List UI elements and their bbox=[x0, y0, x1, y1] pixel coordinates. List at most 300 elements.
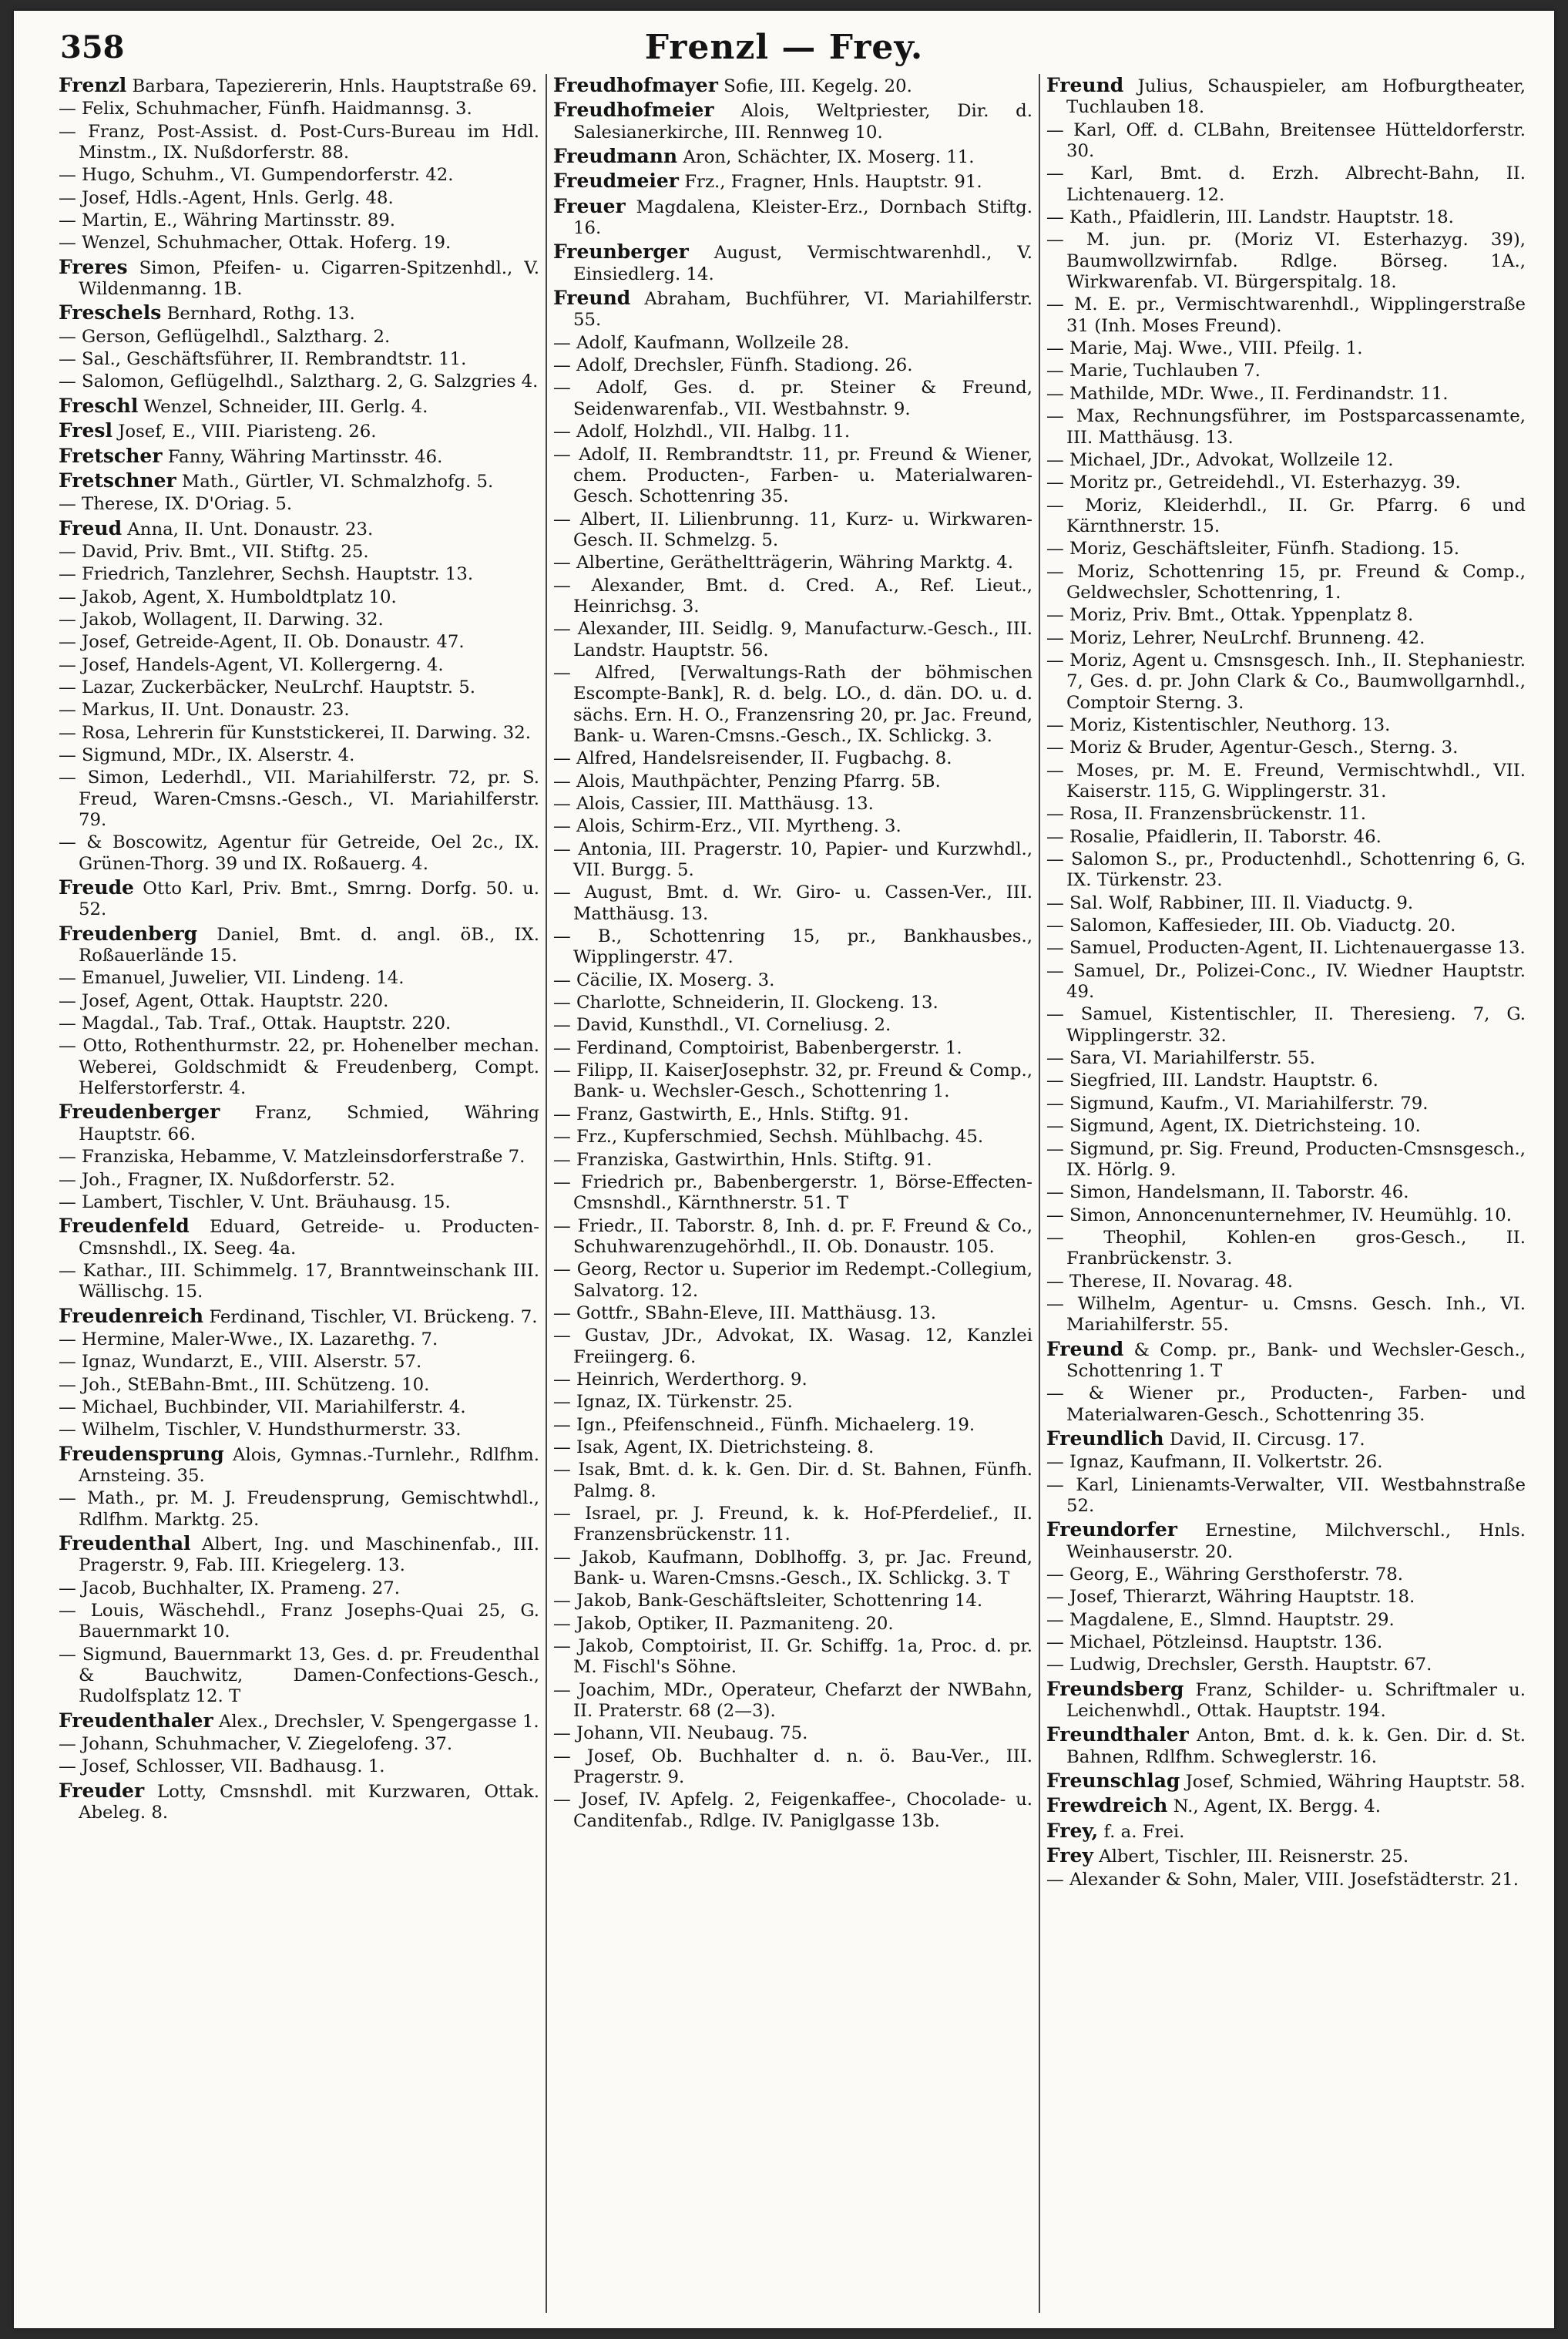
entry-text: & Comp. pr., Bank- und Wechsler-Gesch., Schottenring 1. T bbox=[1066, 1339, 1526, 1381]
entry-text: — Karl, Off. d. CLBahn, Breitensee Hütteldorferstr. 30. bbox=[1046, 119, 1526, 162]
entry-text: Otto Karl, Priv. Bmt., Smrng. Dorfg. 50. u. 52. bbox=[79, 879, 539, 920]
entry-text: — Theophil, Kohlen-en gros-Gesch., II. Franbrückenstr. 3. bbox=[1046, 1227, 1526, 1269]
entry-text: — Emanuel, Juwelier, VII. Lindeng. 14. bbox=[59, 968, 405, 989]
entry-text: — Sigmund, Bauernmarkt 13, Ges. d. pr. Freudenthal & Bauchwitz, Damen-Confections-Gesch., Rudolfsplatz 12. T bbox=[59, 1644, 539, 1707]
directory-entry bbox=[1046, 1587, 1526, 1608]
entry-text: — Rosalie, Pfaidlerin, II. Taborstr. 46. bbox=[1046, 826, 1382, 847]
directory-entry bbox=[59, 371, 539, 392]
entry-surname: Freres bbox=[59, 255, 128, 278]
directory-entry bbox=[553, 1216, 1032, 1259]
entry-text: — Sigmund, Agent, IX. Dietrichsteing. 10. bbox=[1046, 1116, 1421, 1137]
directory-entry bbox=[553, 445, 1032, 508]
entry-text: — Lambert, Tischler, V. Unt. Bräuhausg. 15. bbox=[59, 1191, 451, 1212]
directory-entry bbox=[59, 1192, 539, 1213]
directory-entry bbox=[1046, 1655, 1526, 1675]
entry-text: — Friedr., II. Taborstr. 8, Inh. d. pr. F. Freund & Co., Schuhwarenzugehörhdl., II. Ob. Donaustr. 105. bbox=[553, 1215, 1032, 1257]
directory-entry bbox=[1046, 1452, 1526, 1473]
entry-text: Julius, Schauspieler, am Hofburgtheater, Tuchlauben 18. bbox=[1066, 76, 1526, 118]
directory-entry bbox=[59, 1601, 539, 1643]
directory-entry bbox=[553, 1591, 1032, 1611]
directory-entry bbox=[59, 1532, 539, 1577]
entry-surname: Freudenberg bbox=[59, 922, 198, 945]
directory-entry bbox=[1046, 1205, 1526, 1226]
entry-text: — Alois, Mauthpächter, Penzing Pfarrg. 5B. bbox=[553, 771, 941, 791]
entry-surname: Freund bbox=[1046, 1337, 1124, 1360]
directory-entry bbox=[59, 991, 539, 1012]
directory-entry bbox=[1046, 650, 1526, 714]
directory-entry bbox=[553, 1060, 1032, 1103]
directory-entry bbox=[59, 564, 539, 585]
entry-text: — Josef, Thierarzt, Währing Hauptstr. 18. bbox=[1046, 1587, 1415, 1608]
directory-entry bbox=[59, 1036, 539, 1099]
directory-entry bbox=[553, 926, 1032, 969]
directory-entry bbox=[553, 1104, 1032, 1125]
entry-text: — Josef, Hdls.-Agent, Hnls. Gerlg. 48. bbox=[59, 187, 394, 208]
directory-entry bbox=[553, 1790, 1032, 1832]
directory-entry bbox=[1046, 938, 1526, 959]
directory-entry bbox=[1046, 1632, 1526, 1653]
entry-text: — Moriz, Priv. Bmt., Ottak. Yppenplatz 8. bbox=[1046, 605, 1414, 626]
directory-entry bbox=[553, 1369, 1032, 1390]
directory-entry bbox=[1046, 628, 1526, 649]
entry-text: — Adolf, Holzhdl., VII. Halbg. 11. bbox=[553, 422, 851, 442]
directory-entry bbox=[1046, 74, 1526, 119]
entry-text: — Rosa, II. Franzensbrückenstr. 11. bbox=[1046, 804, 1367, 825]
directory-entry bbox=[59, 1443, 539, 1487]
directory-entry bbox=[59, 494, 539, 515]
entry-text: Albert, Ing. und Maschinenfab., III. Pragerstr. 9, Fab. III. Kriegelerg. 13. bbox=[79, 1534, 539, 1576]
entry-text: — Moriz & Bruder, Agentur-Gesch., Sterng. 3. bbox=[1046, 738, 1459, 758]
entry-text: — Max, Rechnungsführer, im Postsparcassenamte, III. Matthäusg. 13. bbox=[1046, 406, 1526, 448]
entry-text: Frz., Fragner, Hnls. Hauptstr. 91. bbox=[684, 172, 982, 193]
entry-text: — Gustav, JDr., Advokat, IX. Wasag. 12, Kanzlei Freiingerg. 6. bbox=[553, 1326, 1032, 1367]
entry-text: — Sal. Wolf, Rabbiner, III. Il. Viaductg. 9. bbox=[1046, 892, 1414, 913]
directory-entry bbox=[59, 1397, 539, 1418]
directory-entry bbox=[59, 349, 539, 370]
directory-entry bbox=[1046, 893, 1526, 914]
entry-surname: Freude bbox=[59, 876, 134, 899]
entry-text: Lotty, Cmsnshdl. mit Kurzwaren, Ottak. Abeleg. 8. bbox=[79, 1781, 539, 1823]
entry-text: — Karl, Linienamts-Verwalter, VII. Westbahnstraße 52. bbox=[1046, 1474, 1526, 1516]
entry-text: — Josef, Schlosser, VII. Badhausg. 1. bbox=[59, 1756, 385, 1777]
directory-entry bbox=[59, 655, 539, 676]
directory-entry bbox=[59, 256, 539, 301]
entry-surname: Freuder bbox=[59, 1779, 145, 1802]
column-right bbox=[1039, 74, 1532, 2313]
entry-text: — Therese, IX. D'Oriag. 5. bbox=[59, 494, 293, 515]
entry-text: Eduard, Getreide- u. Producten-Cmsnshdl., IX. Seeg. 4a. bbox=[79, 1217, 539, 1259]
entry-text: — Jacob, Buchhalter, IX. Prameng. 27. bbox=[59, 1578, 401, 1598]
entry-text: Sofie, III. Kegelg. 20. bbox=[724, 76, 912, 96]
directory-entry bbox=[1046, 120, 1526, 163]
directory-entry bbox=[59, 723, 539, 744]
directory-entry bbox=[553, 771, 1032, 792]
directory-entry bbox=[1046, 1383, 1526, 1426]
directory-entry bbox=[553, 1038, 1032, 1059]
directory-entry bbox=[553, 74, 1032, 97]
directory-entry bbox=[1046, 361, 1526, 381]
entry-text: — Moriz, Schottenring 15, pr. Freund & Comp., Geldwechsler, Schottenring, 1. bbox=[1046, 561, 1526, 603]
entry-text: August, Vermischtwarenhdl., V. Einsiedlerg. 14. bbox=[573, 243, 1032, 284]
entry-surname: Freudmann bbox=[553, 145, 678, 168]
directory-entry bbox=[59, 768, 539, 831]
entry-text: — Salomon, Kaffesieder, III. Ob. Viaductg. 20. bbox=[1046, 916, 1456, 936]
directory-entry bbox=[553, 145, 1032, 168]
directory-entry bbox=[59, 968, 539, 989]
entry-text: Franz, Schmied, Währing Hauptstr. 66. bbox=[79, 1103, 540, 1144]
directory-entry bbox=[553, 576, 1032, 618]
entry-text: — Charlotte, Schneiderin, II. Glockeng. 13. bbox=[553, 993, 938, 1013]
entry-text: — Wilhelm, Agentur- u. Cmsns. Gesch. Inh., VI. Mariahilferstr. 55. bbox=[1046, 1293, 1526, 1336]
entry-surname: Frewdreich bbox=[1046, 1794, 1168, 1817]
running-head: Frenzl — Frey. bbox=[644, 28, 924, 67]
entry-text: — Johann, VII. Neubaug. 75. bbox=[553, 1723, 808, 1744]
directory-entry bbox=[1046, 761, 1526, 803]
directory-entry bbox=[553, 287, 1032, 331]
directory-entry bbox=[553, 1723, 1032, 1744]
entry-text: — Kath., Pfaidlerin, III. Landstr. Hauptstr. 18. bbox=[1046, 207, 1454, 228]
entry-text: — Lazar, Zuckerbäcker, NeuLrchf. Hauptstr. 5. bbox=[59, 677, 476, 697]
entry-text: Bernhard, Rothg. 13. bbox=[166, 304, 355, 324]
directory-entry bbox=[59, 165, 539, 186]
entry-text: — Jakob, Kaufmann, Doblhoffg. 3, pr. Jac. Freund, Bank- u. Waren-Cmsns.-Gesch., IX. Schlickg. 3. T bbox=[553, 1547, 1032, 1589]
directory-entry bbox=[1046, 1678, 1526, 1722]
entry-text: — Jakob, Comptoirist, II. Gr. Schiffg. 1a, Proc. d. pr. M. Fischl's Söhne. bbox=[553, 1636, 1032, 1678]
entry-text: — Adolf, Drechsler, Fünfh. Stadiong. 26. bbox=[553, 355, 913, 376]
directory-entry bbox=[59, 301, 539, 324]
directory-entry bbox=[1046, 294, 1526, 337]
directory-entry bbox=[59, 188, 539, 209]
directory-entry bbox=[59, 419, 539, 442]
entry-surname: Freund bbox=[553, 287, 631, 310]
directory-entry bbox=[59, 469, 539, 492]
entry-text: Anna, II. Unt. Donaustr. 23. bbox=[127, 519, 374, 539]
entry-text: — Markus, II. Unt. Donaustr. 23. bbox=[59, 700, 350, 721]
directory-entry bbox=[59, 745, 539, 766]
entry-text: — Franziska, Hebamme, V. Matzleinsdorferstraße 7. bbox=[59, 1147, 525, 1168]
entry-text: f. a. Frei. bbox=[1103, 1821, 1185, 1842]
directory-entry bbox=[1046, 605, 1526, 626]
directory-entry bbox=[1046, 230, 1526, 293]
entry-text: — Moriz, Kistentischler, Neuthorg. 13. bbox=[1046, 714, 1391, 735]
entry-text: — Magdal., Tab. Traf., Ottak. Hauptstr. 220. bbox=[59, 1013, 452, 1034]
directory-entry bbox=[59, 1170, 539, 1191]
entry-text: Josef, E., VIII. Piaristeng. 26. bbox=[118, 422, 377, 442]
page-number: 358 bbox=[60, 29, 125, 66]
directory-entry bbox=[553, 619, 1032, 661]
entry-text: — Franz, Gastwirth, E., Hnls. Stiftg. 91. bbox=[553, 1104, 909, 1124]
entry-text: Math., Gürtler, VI. Schmalzhofg. 5. bbox=[181, 471, 494, 492]
directory-entry bbox=[553, 794, 1032, 815]
column-left bbox=[52, 74, 546, 2313]
entry-text: — Israel, pr. J. Freund, k. k. Hof-Pferdelief., II. Franzensbrückenstr. 11. bbox=[553, 1504, 1032, 1545]
entry-text: — Filipp, II. KaiserJosephstr. 32, pr. Freund & Comp., Bank- u. Wechsler-Gesch., Schottenring 1. bbox=[553, 1060, 1032, 1102]
directory-entry bbox=[553, 422, 1032, 442]
directory-entry bbox=[59, 1488, 539, 1531]
entry-text: — Friedrich, Tanzlehrer, Sechsh. Hauptstr. 13. bbox=[59, 564, 474, 585]
entry-surname: Freud bbox=[59, 516, 123, 539]
entry-surname: Freunschlag bbox=[1046, 1769, 1180, 1793]
directory-entry bbox=[59, 1147, 539, 1168]
directory-entry bbox=[553, 993, 1032, 1013]
entry-text: — Marie, Tuchlauben 7. bbox=[1046, 361, 1261, 381]
entry-text: — & Boscowitz, Agentur für Getreide, Oel 2c., IX. Grünen-Thorg. 39 und IX. Roßauerg. 4. bbox=[59, 832, 539, 874]
entry-text: Simon, Pfeifen- u. Cigarren-Spitzenhdl., V. Wildenmanng. 1B. bbox=[79, 257, 540, 300]
entry-surname: Freudmeier bbox=[553, 170, 679, 193]
entry-text: — B., Schottenring 15, pr., Bankhausbes., Wipplingerstr. 47. bbox=[553, 926, 1032, 968]
entry-text: — Jakob, Optiker, II. Pazmaniteng. 20. bbox=[553, 1613, 894, 1634]
directory-entry bbox=[553, 99, 1032, 143]
directory-entry bbox=[553, 1548, 1032, 1590]
entry-text: — Michael, JDr., Advokat, Wollzeile 12. bbox=[1046, 449, 1394, 470]
entry-text: — Ignaz, IX. Türkenstr. 25. bbox=[553, 1392, 793, 1413]
entry-text: — Josef, Agent, Ottak. Hauptstr. 220. bbox=[59, 990, 389, 1011]
entry-surname: Fresl bbox=[59, 419, 112, 442]
directory-entry bbox=[59, 122, 539, 164]
directory-entry bbox=[59, 327, 539, 348]
entry-text: — Georg, E., Währing Gersthoferstr. 78. bbox=[1046, 1564, 1403, 1585]
entry-text: — Jakob, Wollagent, II. Darwing. 32. bbox=[59, 609, 384, 630]
directory-entry bbox=[553, 1460, 1032, 1502]
entry-text: — Gerson, Geflügelhdl., Salztharg. 2. bbox=[59, 326, 391, 347]
entry-text: — Marie, Maj. Wwe., VIII. Pfeilg. 1. bbox=[1046, 338, 1363, 359]
entry-surname: Freschels bbox=[59, 301, 162, 324]
directory-entry bbox=[1046, 384, 1526, 405]
entry-surname: Freudenreich bbox=[59, 1304, 204, 1327]
entry-surname: Freschl bbox=[59, 394, 139, 417]
entry-text: — Sara, VI. Mariahilferstr. 55. bbox=[1046, 1048, 1315, 1069]
directory-entry bbox=[59, 99, 539, 119]
entry-surname: Fretscher bbox=[59, 444, 163, 467]
directory-entry bbox=[59, 542, 539, 563]
entry-text: — Sigmund, Kaufm., VI. Mariahilferstr. 79. bbox=[1046, 1093, 1429, 1114]
entry-text: Alex., Drechsler, V. Spengergasse 1. bbox=[218, 1711, 539, 1732]
directory-entry bbox=[553, 1015, 1032, 1036]
directory-entry bbox=[553, 748, 1032, 769]
directory-entry bbox=[553, 1614, 1032, 1635]
entry-text: — Sigmund, MDr., IX. Alserstr. 4. bbox=[59, 744, 355, 765]
entry-text: — Franz, Post-Assist. d. Post-Curs-Bureau im Hdl. Minstm., IX. Nußdorferstr. 88. bbox=[59, 121, 539, 163]
entry-text: — Salomon, Geflügelhdl., Salztharg. 2, G. Salzgries 4. bbox=[59, 371, 539, 392]
entry-surname: Fretschner bbox=[59, 469, 176, 492]
directory-entry bbox=[1046, 1116, 1526, 1137]
entry-surname: Frey, bbox=[1046, 1819, 1099, 1842]
directory-entry bbox=[553, 195, 1032, 240]
entry-text: — Otto, Rothenthurmstr. 22, pr. Hohenelber mechan. Weberei, Goldschmidt & Freudenberg, Compt. Helferstorferstr. 4. bbox=[59, 1036, 539, 1099]
directory-entry bbox=[1046, 1564, 1526, 1585]
entry-text: N., Agent, IX. Bergg. 4. bbox=[1173, 1796, 1382, 1817]
entry-surname: Freund bbox=[1046, 74, 1124, 96]
entry-text: — Felix, Schuhmacher, Fünfh. Haidmannsg. 3. bbox=[59, 99, 472, 119]
directory-entry bbox=[59, 395, 539, 418]
directory-entry bbox=[553, 170, 1032, 193]
directory-entry bbox=[1046, 562, 1526, 604]
directory-entry bbox=[553, 509, 1032, 552]
directory-entry bbox=[553, 1172, 1032, 1215]
entry-text: — Siegfried, III. Landstr. Hauptstr. 6. bbox=[1046, 1070, 1378, 1091]
entry-text: — Moriz, Agent u. Cmsnsgesch. Inh., II. Stephaniestr. 7, Ges. d. pr. John Clark & Co., Baumwollgarnhdl., Comptoir Sterng. 3. bbox=[1046, 650, 1526, 713]
directory-entry bbox=[1046, 961, 1526, 1003]
directory-entry bbox=[59, 832, 539, 875]
entry-text: Barbara, Tapeziererin, Hnls. Hauptstraße 69. bbox=[132, 76, 538, 96]
directory-entry bbox=[553, 1392, 1032, 1413]
directory-entry bbox=[553, 1437, 1032, 1458]
directory-entry bbox=[59, 1756, 539, 1777]
directory-entry bbox=[553, 1150, 1032, 1171]
entry-surname: Freunberger bbox=[553, 240, 689, 264]
entry-text: — David, Priv. Bmt., VII. Stiftg. 25. bbox=[59, 541, 369, 562]
entry-text: — Moriz, Lehrer, NeuLrchf. Brunneng. 42. bbox=[1046, 627, 1425, 648]
entry-text: — Joh., StEBahn-Bmt., III. Schützeng. 10. bbox=[59, 1374, 430, 1395]
directory-entry bbox=[1046, 1518, 1526, 1563]
directory-entry bbox=[1046, 1794, 1526, 1817]
entry-text: Alois, Gymnas.-Turnlehr., Rdlfhm. Arnsteing. 35. bbox=[79, 1444, 539, 1486]
entry-text: — Moritz pr., Getreidehdl., VI. Esterhazyg. 39. bbox=[1046, 472, 1461, 493]
directory-page bbox=[14, 11, 1554, 2328]
entry-text: — Martin, E., Währing Martinsstr. 89. bbox=[59, 210, 395, 231]
entry-text: — Jakob, Bank-Geschäftsleiter, Schottenring 14. bbox=[553, 1591, 983, 1611]
directory-entry bbox=[59, 1352, 539, 1373]
entry-text: — Michael, Buchbinder, VII. Mariahilferstr. 4. bbox=[59, 1396, 466, 1417]
entry-surname: Freudenberger bbox=[59, 1101, 220, 1124]
entry-text: — Moses, pr. M. E. Freund, Vermischtwhdl., VII. Kaiserstr. 115, G. Wipplingerstr. 31. bbox=[1046, 760, 1526, 802]
entry-text: — Johann, Schuhmacher, V. Ziegelofeng. 37. bbox=[59, 1734, 453, 1755]
entry-text: Aron, Schächter, IX. Moserg. 11. bbox=[683, 147, 975, 168]
entry-text: — Hugo, Schuhm., VI. Gumpendorferstr. 42. bbox=[59, 165, 454, 186]
entry-text: — Sal., Geschäftsführer, II. Rembrandtstr. 11. bbox=[59, 349, 467, 370]
directory-entry bbox=[59, 632, 539, 653]
directory-entry bbox=[59, 1013, 539, 1034]
entry-text: — Joachim, MDr., Operateur, Chefarzt der NWBahn, II. Praterstr. 68 (2—3). bbox=[553, 1679, 1032, 1722]
column-middle bbox=[546, 74, 1039, 2313]
entry-text: — Cäcilie, IX. Moserg. 3. bbox=[553, 970, 775, 990]
entry-text: Anton, Bmt. d. k. k. Gen. Dir. d. St. Bahnen, Rdlfhm. Schweglerstr. 16. bbox=[1066, 1726, 1526, 1767]
entry-text: — Alois, Schirm-Erz., VII. Myrtheng. 3. bbox=[553, 816, 902, 837]
directory-entry bbox=[553, 1746, 1032, 1789]
directory-entry bbox=[1046, 1844, 1526, 1867]
entry-text: Magdalena, Kleister-Erz., Dornbach Stiftg. 16. bbox=[573, 197, 1033, 239]
directory-entry bbox=[59, 74, 539, 97]
directory-entry bbox=[553, 333, 1032, 354]
directory-entry bbox=[553, 378, 1032, 420]
entry-text: — Kathar., III. Schimmelg. 17, Branntweinschank III. Wällischg. 15. bbox=[59, 1260, 539, 1302]
directory-entry bbox=[553, 240, 1032, 285]
entry-text: — Ludwig, Drechsler, Gersth. Hauptstr. 67. bbox=[1046, 1655, 1432, 1675]
entry-text: — Ignaz, Wundarzt, E., VIII. Alserstr. 57. bbox=[59, 1352, 422, 1373]
entry-text: — Ignaz, Kaufmann, II. Volkertstr. 26. bbox=[1046, 1452, 1383, 1473]
directory-entry bbox=[1046, 496, 1526, 538]
entry-surname: Frey bbox=[1046, 1844, 1093, 1867]
entry-text: Josef, Schmied, Währing Hauptstr. 58. bbox=[1185, 1772, 1526, 1793]
page-header bbox=[37, 26, 1531, 72]
directory-entry bbox=[59, 517, 539, 540]
directory-entry bbox=[1046, 1723, 1526, 1768]
directory-entry bbox=[1046, 1004, 1526, 1047]
entry-text: Albert, Tischler, III. Reisnerstr. 25. bbox=[1099, 1847, 1409, 1867]
entry-text: — Georg, Rector u. Superior im Redempt.-Collegium, Salvatorg. 12. bbox=[553, 1259, 1032, 1301]
directory-entry bbox=[59, 922, 539, 967]
entry-text: — David, Kunsthdl., VI. Corneliusg. 2. bbox=[553, 1015, 891, 1036]
entry-text: — Samuel, Kistentischler, II. Theresieng. 7, G. Wipplingerstr. 32. bbox=[1046, 1004, 1526, 1046]
directory-entry bbox=[1046, 1820, 1526, 1843]
entry-text: — Hermine, Maler-Wwe., IX. Lazarethg. 7. bbox=[59, 1329, 438, 1349]
directory-entry bbox=[553, 1504, 1032, 1546]
directory-entry bbox=[59, 1375, 539, 1396]
entry-text: — Adolf, II. Rembrandtstr. 11, pr. Freund & Wiener, chem. Producten-, Farben- u. Materialwaren-Gesch. Schottenring 35. bbox=[553, 444, 1032, 507]
entry-text: — Salomon S., pr., Productenhdl., Schottenring 6, G. IX. Türkenstr. 23. bbox=[1046, 849, 1526, 891]
entry-text: — Ign., Pfeifenschneid., Fünfh. Michaelerg. 19. bbox=[553, 1414, 975, 1435]
directory-entry bbox=[1046, 472, 1526, 493]
directory-entry bbox=[59, 1578, 539, 1599]
entry-text: Ferdinand, Tischler, VI. Brückeng. 7. bbox=[209, 1306, 538, 1327]
entry-text: — Josef, Handels-Agent, VI. Kollergerng. 4. bbox=[59, 654, 444, 675]
entry-text: — Albert, II. Lilienbrunng. 11, Kurz- u. Wirkwaren-Gesch. II. Schmelzg. 5. bbox=[553, 509, 1032, 550]
directory-entry bbox=[59, 677, 539, 698]
entry-text: Alois, Weltpriester, Dir. d. Salesianerkirche, III. Rennweg 10. bbox=[573, 101, 1032, 143]
entry-text: — Wenzel, Schuhmacher, Ottak. Hoferg. 19. bbox=[59, 233, 452, 254]
entry-text: — Friedrich pr., Babenbergerstr. 1, Börse-Effecten-Cmsnshdl., Kärnthnerstr. 51. T bbox=[553, 1171, 1032, 1214]
entry-text: — M. E. pr., Vermischtwarenhdl., Wipplingerstraße 31 (Inh. Moses Freund). bbox=[1046, 294, 1526, 336]
directory-entry bbox=[59, 1329, 539, 1350]
directory-entry bbox=[1046, 1182, 1526, 1203]
directory-entry bbox=[1046, 1338, 1526, 1383]
entry-text: Fanny, Währing Martinsstr. 46. bbox=[167, 446, 443, 467]
entry-text: — Jakob, Agent, X. Humboldtplatz 10. bbox=[59, 586, 397, 607]
directory-entry bbox=[1046, 1427, 1526, 1450]
directory-entry bbox=[1046, 738, 1526, 758]
entry-text: — Math., pr. M. J. Freudensprung, Gemischtwhdl., Rdlfhm. Marktg. 25. bbox=[59, 1488, 539, 1530]
entry-text: — Franziska, Gastwirthin, Hnls. Stiftg. 91. bbox=[553, 1149, 932, 1170]
directory-entry bbox=[553, 1415, 1032, 1436]
directory-entry bbox=[59, 610, 539, 630]
directory-entry bbox=[1046, 849, 1526, 892]
entry-surname: Freundthaler bbox=[1046, 1723, 1189, 1746]
directory-entry bbox=[59, 1645, 539, 1708]
directory-entry bbox=[1046, 1228, 1526, 1270]
entry-text: — Simon, Annoncenunternehmer, IV. Heumühlg. 10. bbox=[1046, 1205, 1513, 1225]
directory-entry bbox=[59, 700, 539, 721]
entry-text: — Simon, Lederhdl., VII. Mariahilferstr. 72, pr. S. Freud, Waren-Cmsns.-Gesch., VI. Mariahilferstr. 79. bbox=[59, 768, 539, 830]
entry-text: Abraham, Buchführer, VI. Mariahilferstr. 55. bbox=[573, 289, 1033, 331]
entry-text: — August, Bmt. d. Wr. Giro- u. Cassen-Ver., III. Matthäusg. 13. bbox=[553, 882, 1032, 924]
directory-entry bbox=[59, 210, 539, 231]
entry-text: — Alfred, [Verwaltungs-Rath der böhmischen Escompte-Bank], R. d. belg. LO., d. dän. DO. u. d. sächs. Ern. H. O., Franzensring 20, pr. Jac. Freund, Bank- u. Waren-Cmsns.-Gesch., IX. Schlickg. 3. bbox=[553, 662, 1032, 746]
entry-surname: Frenzl bbox=[59, 74, 127, 96]
directory-entry bbox=[553, 553, 1032, 573]
directory-entry bbox=[1046, 1475, 1526, 1517]
entry-text: — Alexander, III. Seidlg. 9, Manufacturw.-Gesch., III. Landstr. Hauptstr. 56. bbox=[553, 619, 1032, 660]
entry-text: — Isak, Bmt. d. k. k. Gen. Dir. d. St. Bahnen, Fünfh. Palmg. 8. bbox=[553, 1460, 1032, 1501]
directory-entry bbox=[1046, 163, 1526, 206]
directory-entry bbox=[1046, 406, 1526, 449]
entry-surname: Freundorfer bbox=[1046, 1518, 1177, 1541]
directory-entry bbox=[1046, 1139, 1526, 1181]
entry-text: — Rosa, Lehrerin für Kunststickerei, II. Darwing. 32. bbox=[59, 722, 532, 743]
directory-entry bbox=[553, 1680, 1032, 1722]
directory-entry bbox=[1046, 1610, 1526, 1631]
entry-text: — Samuel, Producten-Agent, II. Lichtenauergasse 13. bbox=[1046, 938, 1526, 959]
entry-surname: Freundsberg bbox=[1046, 1677, 1184, 1700]
entry-text: — Joh., Fragner, IX. Nußdorferstr. 52. bbox=[59, 1169, 395, 1190]
entry-text: — Magdalene, E., Slmnd. Hauptstr. 29. bbox=[1046, 1609, 1395, 1630]
directory-entry bbox=[553, 355, 1032, 376]
entry-surname: Freudhofmeier bbox=[553, 99, 714, 122]
directory-entry bbox=[1046, 1769, 1526, 1793]
directory-entry bbox=[553, 663, 1032, 747]
directory-entry bbox=[1046, 1272, 1526, 1292]
entry-surname: Freudenthaler bbox=[59, 1709, 213, 1732]
directory-entry bbox=[59, 1734, 539, 1755]
